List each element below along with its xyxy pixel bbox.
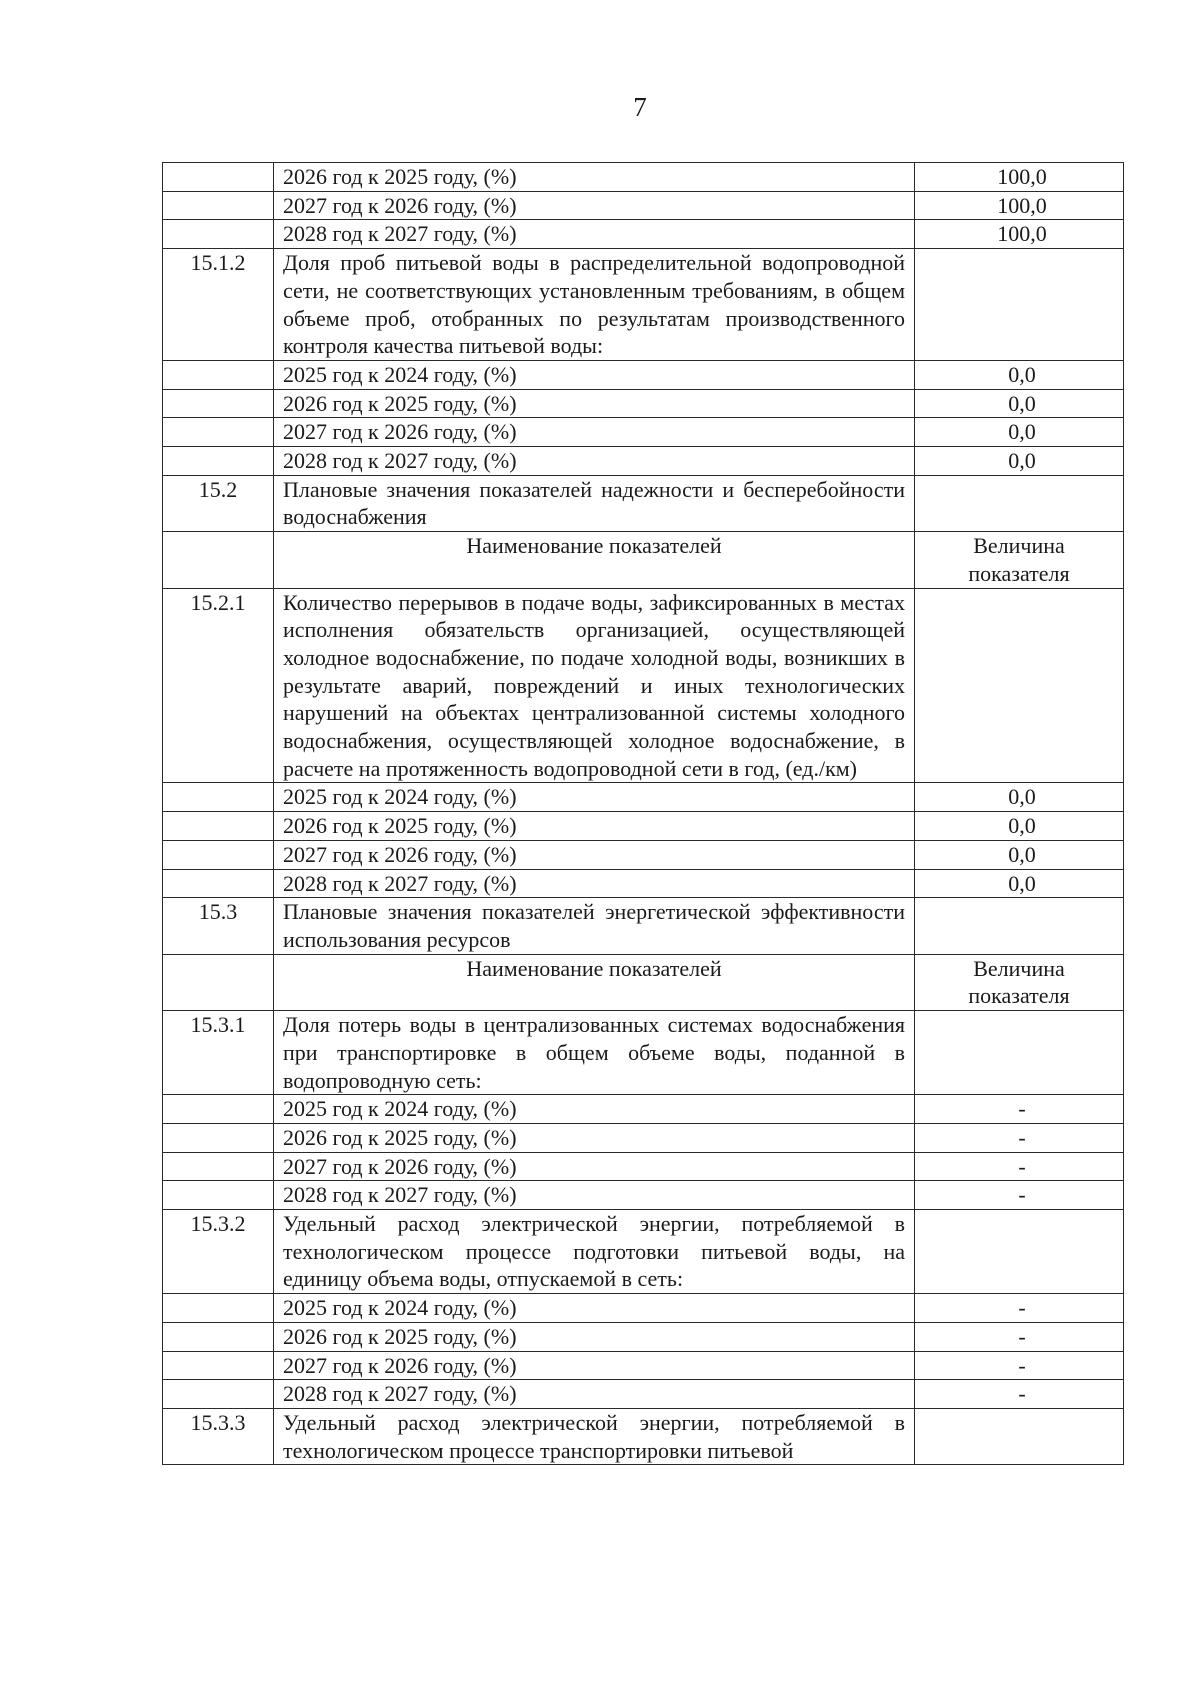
row-value	[915, 191, 1124, 220]
row-number	[163, 220, 274, 249]
row-number	[163, 1294, 274, 1323]
row-number	[163, 812, 274, 841]
section-title: Плановые значения показателей энергетической эффективности использования ресурсов	[274, 898, 915, 954]
row-value	[915, 249, 1124, 361]
row-value	[915, 869, 1124, 898]
row-text: 2025 год к 2024 году, (%)	[274, 783, 915, 812]
table-row-section	[163, 898, 1124, 954]
row-value	[915, 812, 1124, 841]
table-row	[163, 191, 1124, 220]
row-number	[163, 389, 274, 418]
indicators-table	[162, 162, 1124, 1465]
row-number	[163, 1123, 274, 1152]
row-text: 2027 год к 2026 году, (%)	[274, 840, 915, 869]
table-row	[163, 220, 1124, 249]
table-row	[163, 360, 1124, 389]
row-text: 2026 год к 2025 году, (%)	[274, 389, 915, 418]
row-value	[915, 360, 1124, 389]
indicator-value-header: Величина показателя	[915, 532, 1124, 588]
table-row	[163, 249, 1124, 361]
row-text: 2025 год к 2024 году, (%)	[274, 360, 915, 389]
row-number	[163, 191, 274, 220]
row-number	[163, 869, 274, 898]
table-row	[163, 1351, 1124, 1380]
table-row	[163, 869, 1124, 898]
value-text: 100,0	[997, 164, 1047, 189]
row-number	[163, 1351, 274, 1380]
value-text: 0,0	[1008, 419, 1036, 445]
row-number	[163, 1152, 274, 1181]
table-row	[163, 588, 1124, 783]
row-number	[163, 418, 274, 447]
row-text: Доля потерь воды в централизованных системах водоснабжения при транспортировке в общем объеме воды, поданной в водопроводную сеть:	[274, 1011, 915, 1095]
value-text: -	[1018, 1381, 1026, 1407]
row-text: 2028 год к 2027 году, (%)	[274, 1181, 915, 1210]
table-row	[163, 389, 1124, 418]
row-value	[915, 447, 1124, 476]
row-text: 2028 год к 2027 году, (%)	[274, 1380, 915, 1409]
row-text: 2025 год к 2024 году, (%)	[274, 1294, 915, 1323]
row-number: 15.3.3	[163, 1408, 274, 1464]
table-row	[163, 812, 1124, 841]
table-row	[163, 418, 1124, 447]
row-value	[915, 1408, 1124, 1464]
row-text: 2026 год к 2025 году, (%)	[274, 163, 915, 192]
row-number	[163, 783, 274, 812]
row-value	[915, 1351, 1124, 1380]
row-number: 15.1.2	[163, 249, 274, 361]
value-text: -	[1018, 1096, 1026, 1122]
section-number: 15.3	[163, 898, 274, 954]
row-number	[163, 1095, 274, 1124]
table-row	[163, 1322, 1124, 1351]
row-number	[163, 954, 274, 1010]
row-text: Доля проб питьевой воды в распределительной водопроводной сети, не соответствующих установленным требованиям, в общем объеме проб, отобранных по результатам производственного контроля качества питьевой воды:	[274, 249, 915, 361]
row-value	[915, 475, 1124, 531]
value-text: 0,0	[1008, 784, 1036, 810]
table-header-row	[163, 954, 1124, 1010]
row-value	[915, 1294, 1124, 1323]
table-row	[163, 1011, 1124, 1095]
value-text: -	[1018, 1153, 1026, 1179]
value-text: 0,0	[1008, 448, 1036, 474]
indicator-name-header: Наименование показателей	[274, 532, 915, 588]
section-title: Плановые значения показателей надежности и бесперебойности водоснабжения	[274, 475, 915, 531]
row-text: 2028 год к 2027 году, (%)	[274, 447, 915, 476]
row-value	[915, 1380, 1124, 1409]
row-number	[163, 360, 274, 389]
row-text: 2026 год к 2025 году, (%)	[274, 1123, 915, 1152]
table-header-row	[163, 532, 1124, 588]
row-number	[163, 163, 274, 192]
row-value	[915, 1011, 1124, 1095]
row-value	[915, 389, 1124, 418]
table-row	[163, 840, 1124, 869]
row-text: 2028 год к 2027 году, (%)	[274, 869, 915, 898]
table-row	[163, 1380, 1124, 1409]
row-text: Количество перерывов в подаче воды, зафиксированных в местах исполнения обязательств организацией, осуществляющей холодное водоснабжение, по подаче холодной воды, возникших в результате аварий, повреждений и иных технологических нарушений на объектах централизованной системы холодного водоснабжения, осуществляющей холодное водоснабжение, в расчете на протяженность водопроводной сети в год, (ед./км)	[274, 588, 915, 783]
table-row	[163, 1123, 1124, 1152]
value-text: 0,0	[1008, 361, 1036, 387]
row-text: Удельный расход электрической энергии, потребляемой в технологическом процессе подготовки питьевой воды, на единицу объема воды, отпускаемой в сеть:	[274, 1210, 915, 1294]
row-text: 2027 год к 2026 году, (%)	[274, 418, 915, 447]
row-text: 2028 год к 2027 году, (%)	[274, 220, 915, 249]
row-value	[915, 588, 1124, 783]
table-row	[163, 1181, 1124, 1210]
value-text: 0,0	[1008, 841, 1036, 867]
table-row	[163, 1210, 1124, 1294]
row-text: 2026 год к 2025 году, (%)	[274, 1322, 915, 1351]
table-row	[163, 1152, 1124, 1181]
row-value	[915, 783, 1124, 812]
row-number	[163, 840, 274, 869]
row-value	[915, 163, 1124, 192]
value-text: -	[1018, 1295, 1026, 1321]
row-value	[915, 1095, 1124, 1124]
value-text: 0,0	[1008, 390, 1036, 416]
row-value	[915, 418, 1124, 447]
row-number	[163, 1322, 274, 1351]
row-text: 2025 год к 2024 году, (%)	[274, 1095, 915, 1124]
row-text: 2026 год к 2025 году, (%)	[274, 812, 915, 841]
value-text: 100,0	[997, 192, 1047, 218]
row-number: 15.3.2	[163, 1210, 274, 1294]
page-number: 7	[633, 92, 647, 122]
table-row	[163, 783, 1124, 812]
row-number	[163, 447, 274, 476]
table-row-section	[163, 475, 1124, 531]
row-value	[915, 1181, 1124, 1210]
row-value	[915, 1322, 1124, 1351]
row-number	[163, 1380, 274, 1409]
indicator-name-header: Наименование показателей	[274, 954, 915, 1010]
row-value	[915, 220, 1124, 249]
value-text: -	[1018, 1182, 1026, 1208]
row-value	[915, 1210, 1124, 1294]
value-text: -	[1018, 1352, 1026, 1378]
value-text: -	[1018, 1124, 1026, 1150]
table-row	[163, 1408, 1124, 1464]
table-row	[163, 447, 1124, 476]
row-text: Удельный расход электрической энергии, потребляемой в технологическом процессе транспортировки питьевой	[274, 1408, 915, 1464]
table-row	[163, 163, 1124, 192]
row-value	[915, 1123, 1124, 1152]
row-number	[163, 1181, 274, 1210]
value-text: 0,0	[1008, 870, 1036, 896]
row-number: 15.3.1	[163, 1011, 274, 1095]
row-text: 2027 год к 2026 году, (%)	[274, 191, 915, 220]
row-number	[163, 532, 274, 588]
row-text: 2027 год к 2026 году, (%)	[274, 1152, 915, 1181]
row-value	[915, 898, 1124, 954]
row-number: 15.2.1	[163, 588, 274, 783]
indicator-value-header: Величина показателя	[915, 954, 1124, 1010]
table-row	[163, 1095, 1124, 1124]
row-value	[915, 840, 1124, 869]
value-text: 100,0	[997, 221, 1047, 247]
row-text: 2027 год к 2026 году, (%)	[274, 1351, 915, 1380]
table-row	[163, 1294, 1124, 1323]
section-number: 15.2	[163, 475, 274, 531]
value-text: 0,0	[1008, 813, 1036, 839]
value-text: -	[1018, 1323, 1026, 1349]
row-value	[915, 1152, 1124, 1181]
